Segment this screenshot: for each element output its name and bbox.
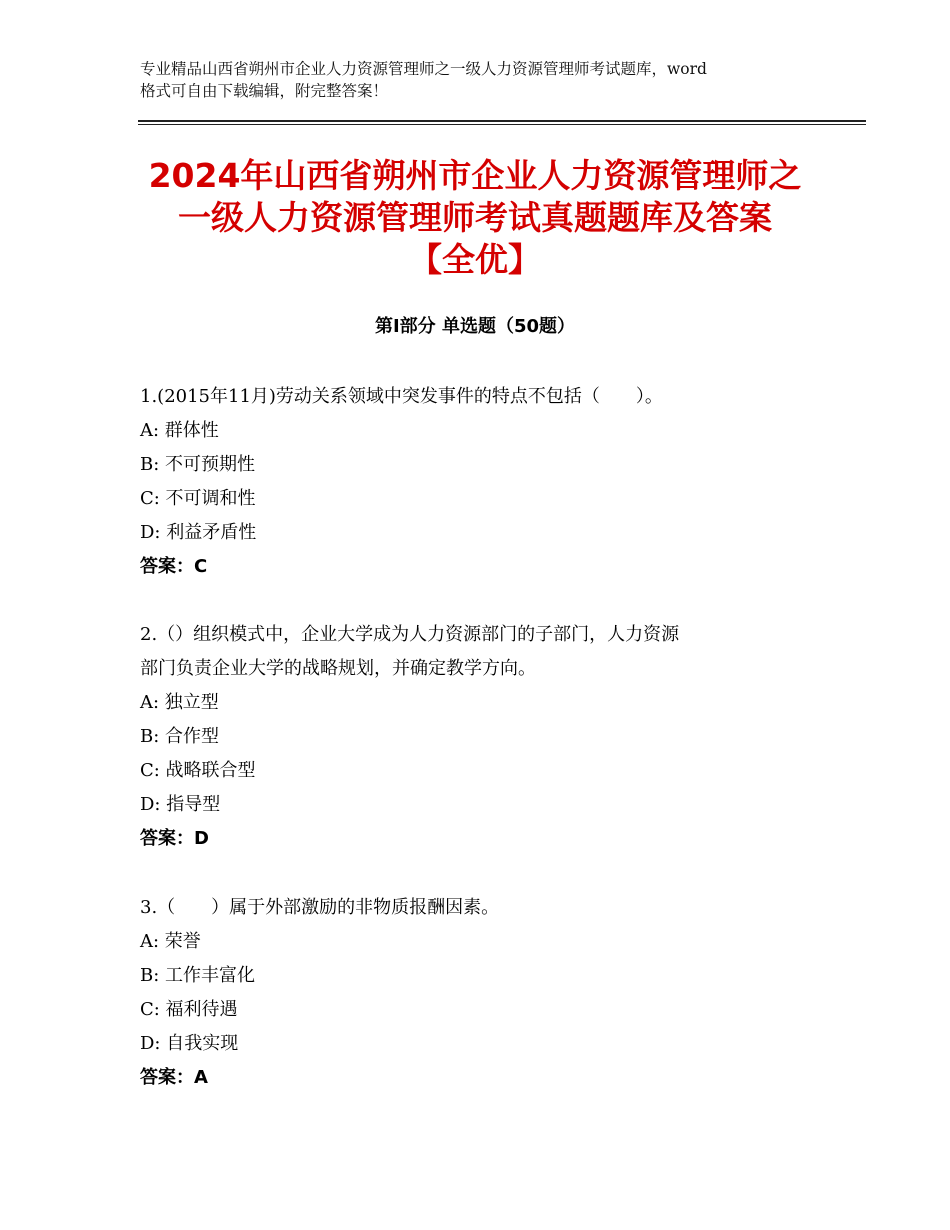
option-b: B: 工作丰富化: [140, 965, 256, 986]
answer: 答案：A: [140, 1067, 208, 1088]
option-a: A: 群体性: [140, 420, 219, 441]
option-d: D: 指导型: [140, 794, 221, 815]
header-note: [140, 58, 830, 102]
title-line-3: 【全优】: [409, 240, 541, 279]
header-note-line-2: 格式可自由下载编辑，附完整答案！: [140, 82, 389, 100]
title-line-2: 一级人力资源管理师考试真题题库及答案: [178, 198, 772, 237]
option-c: C: 战略联合型: [140, 760, 256, 781]
option-b: B: 合作型: [140, 726, 220, 747]
header-divider: [138, 120, 866, 122]
option-c: C: 不可调和性: [140, 488, 256, 509]
document-title: [100, 155, 850, 281]
answer: 答案：C: [140, 556, 208, 577]
option-c: C: 福利待遇: [140, 999, 238, 1020]
title-line-1: 2024年山西省朔州市企业人力资源管理师之: [148, 156, 802, 195]
section-heading: 第Ⅰ部分 单选题（50题）: [374, 316, 575, 337]
question-stem: 3.（ ）属于外部激励的非物质报酬因素。: [140, 897, 500, 918]
option-d: D: 自我实现: [140, 1033, 239, 1054]
question-stem: 1.(2015年11月)劳动关系领域中突发事件的特点不包括（ ）。: [140, 386, 663, 407]
header-divider-thin: [138, 124, 866, 125]
header-note-line-1: 专业精品山西省朔州市企业人力资源管理师之一级人力资源管理师考试题库，word: [140, 60, 707, 78]
answer: 答案：D: [140, 828, 209, 849]
question-1: [140, 380, 820, 584]
question-3: [140, 891, 820, 1095]
question-stem-continued: 部门负责企业大学的战略规划，并确定教学方向。: [140, 658, 536, 679]
option-a: A: 独立型: [140, 692, 219, 713]
question-stem: 2.（）组织模式中，企业大学成为人力资源部门的子部门，人力资源: [140, 624, 680, 645]
option-a: A: 荣誉: [140, 931, 201, 952]
question-2: [140, 618, 820, 856]
option-b: B: 不可预期性: [140, 454, 256, 475]
option-d: D: 利益矛盾性: [140, 522, 257, 543]
